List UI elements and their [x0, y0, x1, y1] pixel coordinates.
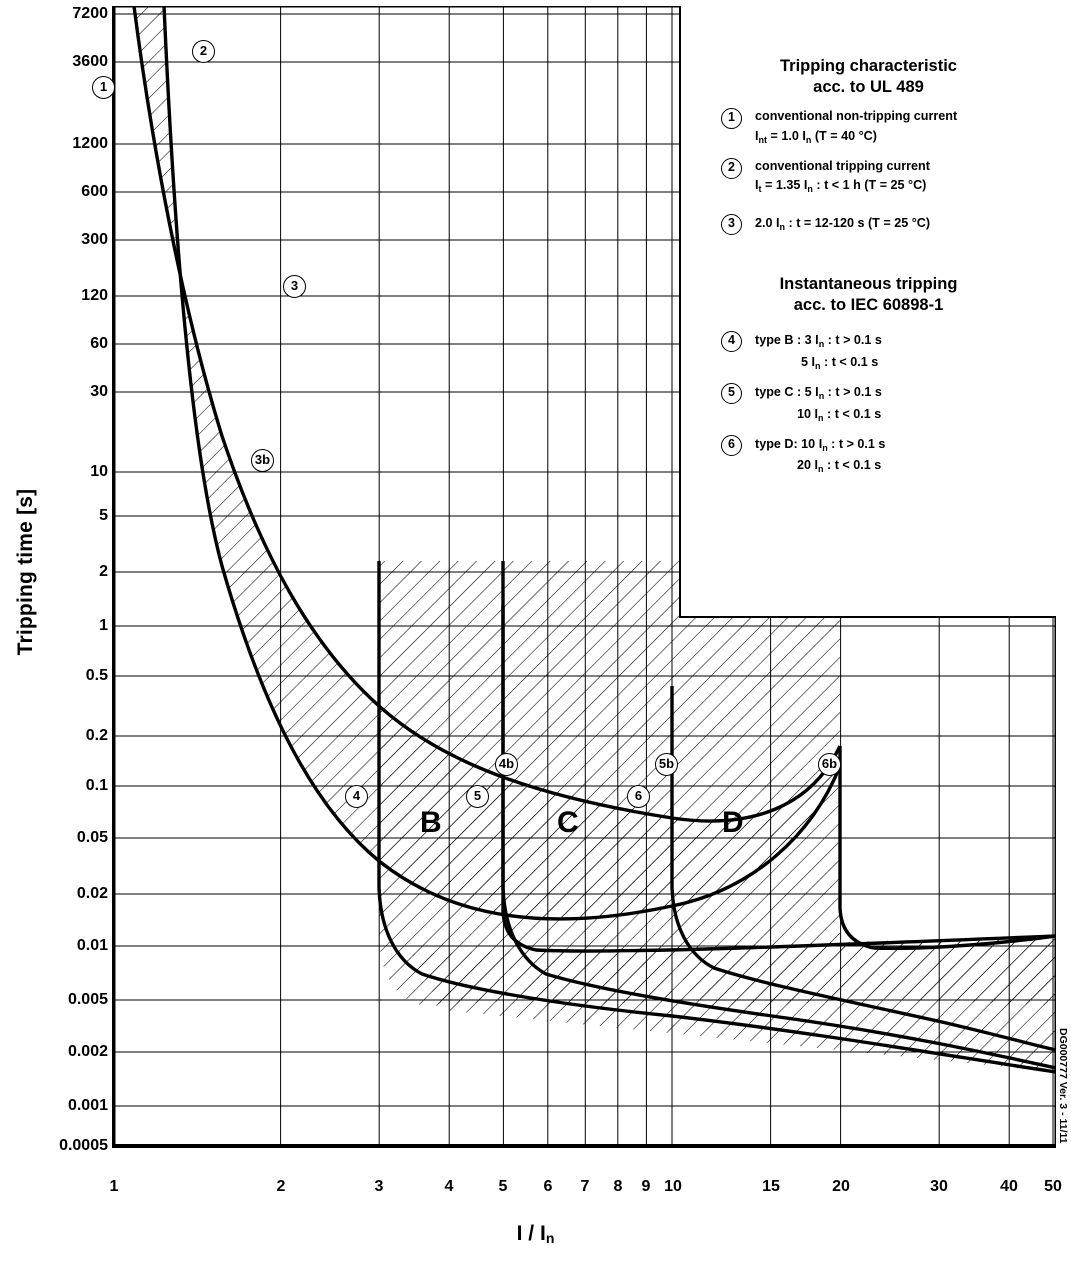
y-tick: 1: [99, 617, 108, 634]
legend-item-4-line2: [755, 352, 1056, 373]
annotation-marker-4: 4: [345, 785, 368, 808]
y-tick: 0.02: [76, 885, 108, 902]
x-tick: 2: [276, 1178, 286, 1195]
lg4-l1sub: n: [818, 339, 825, 350]
legend-item-4-line1: [755, 330, 1056, 351]
legend-item-2-line1: conventional tripping current: [755, 158, 930, 173]
x-tick: 30: [930, 1178, 948, 1195]
y-tick: 0.2: [85, 727, 108, 744]
legend-bullet-3: 3: [721, 214, 742, 235]
lg4-l2sub: n: [815, 360, 821, 371]
y-tick: 0.01: [76, 937, 108, 954]
y-tick: 120: [81, 287, 108, 304]
annotation-marker-3b: 3b: [251, 449, 274, 472]
lg5-l1: type C : 5 I: [755, 385, 819, 400]
legend-item-5-line1: [755, 382, 1056, 403]
y-tick: 600: [81, 183, 108, 200]
annotation-marker-5b: 5b: [655, 753, 678, 776]
y-tick: 0.5: [85, 667, 108, 684]
lg5-l1sub: n: [818, 391, 825, 402]
annotation-marker-3: 3: [283, 275, 306, 298]
lg6-l1sub: n: [822, 442, 828, 453]
x-tick: 1: [109, 1178, 119, 1195]
legend-panel: [679, 6, 1056, 618]
x-tick: 3: [374, 1178, 384, 1195]
zone-label-c: C: [557, 806, 579, 839]
legend-item-2: [681, 157, 1056, 197]
x-tick: 10: [664, 1178, 682, 1195]
lg1-tail: (T = 40 °C): [811, 129, 877, 144]
x-axis-label-sub: n: [545, 1230, 555, 1246]
x-tick: 5: [498, 1178, 508, 1195]
x-tick: 9: [641, 1178, 651, 1195]
legend-item-2-line2: [755, 175, 1056, 196]
legend-bullet-5: 5: [721, 383, 742, 404]
legend-item-1: [681, 107, 1056, 147]
annotation-marker-2: 2: [192, 40, 215, 63]
y-tick: 2: [99, 563, 108, 580]
legend-item-5-line2: [755, 404, 1056, 425]
y-tick: 300: [81, 231, 108, 248]
lg1-sub: nt: [758, 135, 767, 146]
lg1-sub2: n: [805, 135, 812, 146]
x-axis-label: [0, 1222, 1071, 1246]
annotation-marker-6b: 6b: [818, 753, 841, 776]
y-tick: 0.005: [67, 991, 108, 1008]
legend-bullet-4: 4: [721, 331, 742, 352]
y-tick: 3600: [72, 53, 108, 70]
lg3-pre: 2.0 I: [755, 215, 780, 230]
annotation-marker-1: 1: [92, 76, 115, 99]
legend-title-2: [681, 274, 1056, 316]
y-tick: 5: [99, 507, 108, 524]
lg1-post: = 1.0 I: [767, 129, 806, 144]
legend-bullet-1: 1: [721, 108, 742, 129]
lg5-l2: 10 I: [797, 406, 819, 421]
lg6-l2sub: n: [818, 464, 824, 475]
y-tick: 60: [90, 335, 108, 352]
x-tick: 15: [762, 1178, 780, 1195]
annotation-marker-4b: 4b: [495, 753, 518, 776]
lg6-l2: 20 I: [797, 458, 819, 473]
lg6-l1tail: : t > 0.1 s: [827, 436, 886, 451]
y-tick: 0.0005: [59, 1137, 108, 1154]
lg2-sub2: n: [807, 184, 813, 195]
lg4-l2: 5 I: [801, 354, 816, 369]
legend-title-2-line1: Instantaneous tripping: [779, 275, 958, 294]
lg2-tail: : t < 1 h (T = 25 °C): [812, 178, 927, 193]
legend-item-6: [681, 434, 1056, 477]
lg5-l1tail: : t > 0.1 s: [824, 385, 882, 400]
lg3-sub2: n: [779, 221, 786, 232]
legend-item-4: [681, 330, 1056, 373]
y-tick: 0.1: [85, 777, 108, 794]
x-tick: 4: [444, 1178, 454, 1195]
y-tick-labels: [0, 0, 108, 1280]
lg6-l1: type D: 10 I: [755, 436, 823, 451]
annotation-marker-5: 5: [466, 785, 489, 808]
x-tick: 20: [832, 1178, 850, 1195]
document-code: DG000777 Ver. 3 - 11/11: [1057, 1028, 1069, 1144]
y-tick: 7200: [72, 5, 108, 22]
x-tick: 6: [543, 1178, 553, 1195]
legend-bullet-2: 2: [721, 158, 742, 179]
legend-title-1-line2: acc. to UL 489: [813, 78, 924, 97]
legend-title-2-line2: acc. to IEC 60898-1: [793, 296, 944, 315]
zone-label-b: B: [420, 806, 442, 839]
x-tick: 40: [1000, 1178, 1018, 1195]
y-tick: 10: [90, 463, 108, 480]
x-tick: 50: [1044, 1178, 1062, 1195]
y-axis-label: Tripping time [s]: [14, 488, 37, 656]
legend-item-1-line1: conventional non-tripping current: [755, 109, 958, 124]
lg2-post: = 1.35 I: [761, 178, 808, 193]
legend-item-5: [681, 382, 1056, 425]
x-tick: 8: [613, 1178, 623, 1195]
annotation-marker-6: 6: [627, 785, 650, 808]
x-axis-label-main: I / I: [516, 1222, 546, 1245]
legend-title-1: [681, 56, 1056, 98]
y-tick: 0.002: [67, 1043, 108, 1060]
legend-item-6-line2: [755, 455, 1056, 476]
lg5-l2tail: : t < 0.1 s: [823, 406, 882, 421]
lg5-l2sub: n: [818, 412, 824, 423]
lg3-tail: : t = 12-120 s (T = 25 °C): [785, 215, 931, 230]
lg4-l1tail: : t > 0.1 s: [824, 333, 882, 348]
legend-bullet-6: 6: [721, 435, 742, 456]
legend-title-1-line1: Tripping characteristic: [780, 57, 957, 75]
legend-item-6-line1: [755, 434, 1056, 455]
y-tick: 1200: [72, 135, 108, 152]
y-tick: 30: [90, 383, 108, 400]
legend-item-1-line2: [755, 126, 1056, 147]
legend-item-3: [681, 213, 1056, 234]
lg2-sub: t: [758, 184, 762, 195]
lg1-pre: I: [755, 129, 759, 144]
y-tick: 0.05: [76, 829, 108, 846]
lg6-l2tail: : t < 0.1 s: [823, 458, 882, 473]
lg4-l2tail: : t < 0.1 s: [820, 354, 879, 369]
lg4-l1: type B : 3 I: [755, 333, 819, 348]
y-tick: 0.001: [67, 1097, 108, 1114]
x-tick: 7: [580, 1178, 590, 1195]
zone-label-d: D: [722, 806, 744, 839]
lg2-pre: I: [755, 178, 759, 193]
legend-item-3-line: [755, 213, 1056, 234]
